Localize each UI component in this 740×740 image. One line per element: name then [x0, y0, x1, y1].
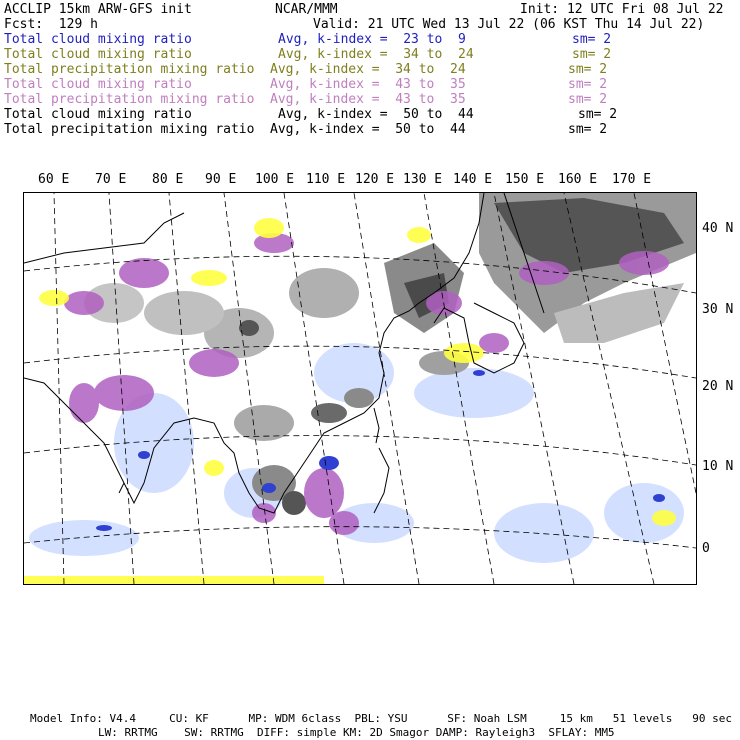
field-kindex: Avg, k-index = 50 to 44 [270, 122, 466, 137]
lon-label: 110 E [306, 172, 346, 187]
field-smoothing: sm= 2 [568, 122, 608, 137]
field-name: Total cloud mixing ratio [4, 32, 192, 47]
lon-label: 140 E [453, 172, 493, 187]
lon-label: 70 E [95, 172, 127, 187]
lat-label: 40 N [702, 221, 734, 236]
map-panel [23, 192, 697, 585]
field-smoothing: sm= 2 [572, 47, 612, 62]
field-smoothing: sm= 2 [568, 62, 608, 77]
lon-label: 60 E [38, 172, 70, 187]
field-smoothing: sm= 2 [578, 107, 618, 122]
field-kindex: Avg, k-index = 43 to 35 [270, 92, 466, 107]
lon-label: 100 E [255, 172, 295, 187]
lon-label: 150 E [505, 172, 545, 187]
field-smoothing: sm= 2 [572, 32, 612, 47]
lat-label: 10 N [702, 459, 734, 474]
field-kindex: Avg, k-index = 34 to 24 [270, 62, 466, 77]
field-name: Total precipitation mixing ratio [4, 92, 255, 107]
init-time: Init: 12 UTC Fri 08 Jul 22 [520, 2, 724, 17]
lon-label: 90 E [205, 172, 237, 187]
field-kindex: Avg, k-index = 50 to 44 [278, 107, 474, 122]
field-kindex: Avg, k-index = 43 to 35 [270, 77, 466, 92]
model-info: Model Info: V4.4 CU: KF MP: WDM 6class PBL: YSU SF: Noah LSM 15 km 51 levels 90 sec [30, 712, 732, 725]
physics-info: LW: RRTMG SW: RRTMG DIFF: simple KM: 2D Smagor DAMP: Rayleigh3 SFLAY: MM5 [98, 726, 615, 739]
field-smoothing: sm= 2 [568, 77, 608, 92]
lat-label: 20 N [702, 379, 734, 394]
field-name: Total cloud mixing ratio [4, 77, 192, 92]
field-kindex: Avg, k-index = 23 to 9 [278, 32, 466, 47]
lat-label: 30 N [702, 302, 734, 317]
lon-label: 160 E [558, 172, 598, 187]
lat-label: 0 [702, 541, 710, 556]
lon-label: 170 E [612, 172, 652, 187]
field-name: Total precipitation mixing ratio [4, 62, 255, 77]
lon-label: 130 E [403, 172, 443, 187]
lon-label: 80 E [152, 172, 184, 187]
institution-label: NCAR/MMM [275, 2, 338, 17]
field-smoothing: sm= 2 [568, 92, 608, 107]
model-title: ACCLIP 15km ARW-GFS init [4, 2, 192, 17]
forecast-hour: Fcst: 129 h [4, 17, 98, 32]
field-name: Total cloud mixing ratio [4, 107, 192, 122]
field-kindex: Avg, k-index = 34 to 24 [278, 47, 474, 62]
lon-label: 120 E [355, 172, 395, 187]
field-name: Total precipitation mixing ratio [4, 122, 255, 137]
field-name: Total cloud mixing ratio [4, 47, 192, 62]
valid-time: Valid: 21 UTC Wed 13 Jul 22 (06 KST Thu 14 Jul 22) [313, 17, 705, 32]
map-canvas [24, 193, 696, 584]
